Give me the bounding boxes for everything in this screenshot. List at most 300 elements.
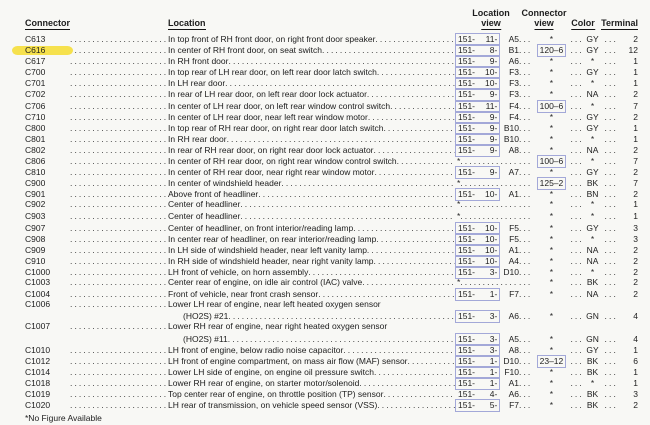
location-text: (HO2S) #21	[183, 311, 229, 322]
connector-id-label: C901	[25, 189, 46, 200]
location-cell	[168, 112, 455, 123]
figure-link[interactable]: 151- 10-	[455, 66, 500, 79]
dot-leader	[70, 78, 168, 89]
dot-leader	[605, 89, 618, 100]
connector-id	[25, 223, 70, 234]
connector-id	[25, 56, 70, 67]
connector-figure-link[interactable]: 120–6	[537, 44, 567, 57]
connector-id	[25, 101, 70, 112]
connector-view-cell: *	[549, 255, 554, 266]
connector-id-label: C900	[25, 178, 46, 189]
dot-leader	[70, 245, 168, 256]
connector-id	[25, 123, 70, 134]
figure-link[interactable]: 151- 9-	[455, 111, 500, 124]
terminal-count: 1	[633, 199, 638, 210]
connector-id-label: C701	[25, 78, 46, 89]
terminal-count: 1	[633, 366, 638, 377]
color-code: BN	[586, 189, 599, 200]
connector-id-label: C1014	[25, 366, 51, 377]
color-code: GY	[586, 167, 599, 178]
terminal-count: 1	[633, 122, 638, 133]
table-row	[25, 111, 638, 122]
dot-leader	[70, 178, 168, 189]
dot-leader	[519, 400, 532, 411]
table-row	[25, 100, 638, 111]
dot-leader	[570, 211, 580, 222]
location-text: In rear of RH rear door, on right rear door lock actuator	[168, 144, 374, 155]
dot-leader	[605, 123, 618, 134]
connector-figure-link[interactable]: 23–12	[537, 355, 567, 368]
terminal-count: 2	[633, 244, 638, 255]
connector-figure-link[interactable]: 125–2	[537, 177, 567, 190]
dot-leader	[605, 156, 618, 167]
dot-leader	[605, 211, 618, 222]
location-text: In center of RH rear door, on right rear window control switch	[168, 156, 397, 167]
table-row	[25, 33, 638, 44]
table-row	[25, 122, 638, 133]
dot-leader	[375, 34, 455, 45]
table-row	[25, 366, 638, 377]
figure-link[interactable]: 151- 10-	[455, 188, 500, 201]
dot-leader	[519, 134, 532, 145]
connector-id-label: C702	[25, 89, 46, 100]
terminal-count: 3	[633, 233, 638, 244]
location-view-cell: 151- 9- F3	[455, 88, 519, 101]
connector-id	[25, 78, 70, 89]
figure-link[interactable]: 151- 1-	[455, 288, 500, 301]
table-row	[25, 321, 638, 332]
location-view-cell: 151- 9- B10	[455, 122, 519, 135]
dot-leader	[605, 134, 618, 145]
connector-id	[25, 167, 70, 178]
dot-leader	[519, 178, 532, 189]
location-text: Above front of headliner	[168, 189, 259, 200]
connector-id	[25, 234, 70, 245]
dot-leader	[70, 101, 168, 112]
dot-leader	[605, 311, 618, 322]
dot-leader	[281, 178, 455, 189]
figure-link[interactable]: 151- 3-	[455, 333, 500, 346]
dot-leader	[240, 199, 455, 210]
connector-id	[25, 34, 70, 45]
dot-leader	[570, 367, 580, 378]
dot-leader	[519, 67, 532, 78]
dot-leader	[605, 112, 618, 123]
table-header	[25, 5, 638, 30]
dot-leader	[570, 112, 580, 123]
connector-id	[25, 178, 70, 189]
dot-leader	[519, 45, 532, 56]
dot-leader	[605, 167, 618, 178]
location-cell	[168, 167, 455, 178]
connector-id-label: C1012	[25, 355, 51, 366]
footnote: *No Figure Available	[25, 413, 102, 424]
connector-view-cell: *	[549, 78, 554, 89]
table-row	[25, 77, 638, 88]
location-cell	[168, 89, 455, 100]
color-code: NA	[586, 244, 599, 255]
dot-leader	[570, 89, 580, 100]
figure-link[interactable]: 151- 10-	[455, 222, 500, 235]
header-location: Location	[168, 18, 206, 28]
color-code: BK	[586, 400, 599, 411]
terminal-count: 1	[633, 133, 638, 144]
connector-id-label: C903	[25, 210, 46, 221]
dot-leader	[605, 45, 618, 56]
terminal-count: 1	[633, 78, 638, 89]
location-cell	[168, 199, 455, 210]
location-cell	[168, 45, 455, 56]
connector-id-label: C800	[25, 122, 46, 133]
connector-view-cell: *	[549, 122, 554, 133]
location-text: In LH side of windshield header, near left vanity lamp	[168, 244, 367, 255]
table-row	[25, 155, 638, 166]
dot-leader	[605, 34, 618, 45]
color-code: *	[590, 199, 595, 210]
dot-leader	[70, 378, 168, 389]
table-row	[25, 88, 638, 99]
connector-id-label: C1019	[25, 389, 51, 399]
dot-leader	[605, 78, 618, 89]
dot-leader	[519, 256, 532, 267]
location-text: In RH side of windshield header, near right vanity lamp	[168, 255, 374, 266]
dot-leader	[570, 56, 580, 67]
table-row	[25, 211, 638, 222]
connector-id	[25, 245, 70, 256]
dot-leader	[377, 67, 455, 78]
connector-id-label: C908	[25, 233, 46, 244]
location-cell	[168, 78, 455, 89]
figure-link[interactable]: 151- 9-	[455, 166, 500, 179]
dot-leader	[570, 311, 580, 322]
dot-leader	[570, 123, 580, 134]
terminal-count: 2	[633, 400, 638, 411]
color-code: *	[590, 133, 595, 144]
location-cell	[168, 245, 455, 256]
terminal-count: 2	[633, 144, 638, 155]
dot-leader	[605, 345, 618, 356]
connector-id	[25, 45, 70, 56]
dot-leader	[70, 356, 168, 367]
dot-leader	[374, 256, 455, 267]
table-row	[25, 277, 638, 288]
dot-leader	[228, 334, 455, 345]
terminal-count: 1	[633, 210, 638, 221]
connector-view-cell: *	[549, 289, 554, 300]
dot-leader	[605, 400, 618, 411]
dot-leader	[519, 56, 532, 67]
location-text: LH front of engine compartment, on mass air flow (MAF) sensor	[168, 355, 408, 366]
location-cell	[168, 334, 455, 345]
dot-leader	[605, 145, 618, 156]
location-text: Top center rear of engine, on throttle position (TP) sensor	[168, 389, 384, 399]
connector-view-cell: *	[549, 199, 554, 210]
dot-leader	[519, 89, 532, 100]
connector-id	[25, 145, 70, 156]
connector-view-cell: *	[549, 344, 554, 355]
dot-leader	[605, 389, 618, 400]
dot-leader	[390, 101, 455, 112]
color-code: *	[590, 210, 595, 221]
dot-leader	[70, 299, 168, 310]
figure-link[interactable]: 151- 1-	[455, 355, 500, 368]
dot-leader	[359, 378, 455, 389]
connector-view-cell: *	[549, 144, 554, 155]
figure-link[interactable]: 151- 8-	[455, 44, 500, 57]
color-code: GY	[586, 111, 599, 122]
connector-id-label: C907	[25, 222, 46, 233]
dot-leader	[322, 45, 455, 56]
connector-id-label: C801	[25, 133, 46, 144]
dot-leader	[367, 245, 455, 256]
location-cell	[168, 234, 455, 245]
dot-leader	[374, 367, 455, 378]
location-text: In top rear of LH rear door, on left rear door latch switch	[168, 67, 377, 78]
connector-id	[25, 67, 70, 78]
connector-view-cell: *	[549, 311, 554, 322]
location-text: In rear of LH rear door, on left rear door lock actuator	[168, 89, 367, 100]
terminal-count: 7	[633, 156, 638, 167]
dot-leader	[353, 223, 455, 234]
table-row	[25, 355, 638, 366]
location-cell	[168, 299, 455, 310]
figure-link[interactable]: 151- 11-	[455, 100, 500, 113]
dot-leader	[70, 367, 168, 378]
dot-leader	[570, 356, 580, 367]
location-text: In top rear of RH rear door, on right rear door latch switch	[168, 122, 384, 133]
dot-leader	[70, 211, 168, 222]
location-text: Lower RH rear of engine, near right heated oxygen sensor	[168, 321, 388, 332]
table-row	[25, 399, 638, 410]
location-text: Center of headliner	[168, 199, 241, 210]
connector-id-label: C902	[25, 199, 46, 210]
location-view-cell: 151- 10- A1	[455, 244, 519, 257]
location-cell	[168, 178, 455, 189]
table-row	[25, 288, 638, 299]
dot-leader	[570, 234, 580, 245]
location-cell	[168, 134, 455, 145]
connector-view-cell: *	[549, 67, 554, 78]
dot-leader	[605, 178, 618, 189]
connector-id-label: C910	[25, 255, 46, 266]
dot-leader	[383, 389, 455, 400]
figure-link[interactable]: 151- 9-	[455, 55, 500, 68]
terminal-count: 7	[633, 178, 638, 189]
figure-link[interactable]: 151- 1-	[455, 377, 500, 390]
dot-leader	[374, 145, 455, 156]
terminal-count: 1	[633, 56, 638, 67]
dot-leader	[605, 367, 618, 378]
connector-id-label: C1003	[25, 277, 51, 288]
figure-link[interactable]: 151- 10-	[455, 255, 500, 268]
location-view-cell: 151- 10- A4	[455, 255, 519, 268]
location-view-cell: 151- 10- F3	[455, 66, 519, 79]
table-row	[25, 299, 638, 310]
connector-view-cell: *	[549, 389, 554, 399]
dot-leader	[570, 334, 580, 345]
location-view-cell: 151- 3- A6	[455, 310, 519, 323]
color-code: BK	[586, 366, 599, 377]
connector-view-cell: *	[549, 400, 554, 411]
table-row	[25, 133, 638, 144]
dot-leader	[570, 256, 580, 267]
color-code: GY	[586, 45, 599, 56]
location-text: In center of RH front door, on seat switch	[168, 45, 323, 56]
dot-leader	[570, 145, 580, 156]
color-code: *	[590, 377, 595, 388]
location-text: LH rear of transmission, on vehicle speed sensor (VSS)	[168, 400, 378, 411]
connector-id-label: C616	[25, 45, 46, 56]
dot-leader	[519, 156, 532, 167]
connector-id-label: C1018	[25, 377, 51, 388]
location-cell	[168, 256, 455, 267]
figure-link[interactable]: 151- 10-	[455, 244, 500, 257]
color-code: GY	[586, 222, 599, 233]
table-row	[25, 244, 638, 255]
location-cell	[168, 211, 455, 222]
dot-leader	[70, 123, 168, 134]
dot-leader	[519, 345, 532, 356]
connector-id-label: C1004	[25, 289, 51, 300]
dot-leader	[70, 156, 168, 167]
location-view-cell: 151- 4- A6	[455, 388, 519, 401]
dot-leader	[70, 321, 168, 332]
dot-leader	[519, 234, 532, 245]
location-view-cell: 151- 1- D10	[455, 355, 519, 368]
dot-leader	[519, 78, 532, 89]
dot-leader	[70, 256, 168, 267]
connector-id	[25, 400, 70, 411]
location-text: In RH rear door	[168, 133, 227, 144]
location-cell	[168, 389, 455, 400]
dot-leader	[519, 367, 532, 378]
figure-link[interactable]: 151- 10-	[455, 77, 500, 90]
connector-id-label: C710	[25, 111, 46, 122]
dot-leader	[70, 112, 168, 123]
dot-leader	[570, 134, 580, 145]
table-row	[25, 255, 638, 266]
dot-leader	[605, 101, 618, 112]
connector-id-label: C1000	[25, 266, 51, 277]
terminal-count: 2	[633, 89, 638, 100]
color-code: GY	[586, 34, 599, 44]
location-cell	[168, 101, 455, 112]
dot-leader	[570, 389, 580, 400]
dot-leader	[570, 345, 580, 356]
table-body	[25, 33, 638, 410]
location-text: Lower RH rear of engine, on starter motor/solenoid	[168, 377, 360, 388]
dot-leader	[605, 245, 618, 256]
figure-link[interactable]: 151- 5-	[455, 399, 500, 412]
terminal-count: 2	[633, 167, 638, 178]
location-view-cell: 151- 1- F7	[455, 288, 519, 301]
location-view-cell: 151- 8- B1	[455, 44, 519, 57]
dot-leader	[605, 199, 618, 210]
location-cell	[168, 145, 455, 156]
location-text: (HO2S) #11	[183, 333, 228, 344]
figure-link[interactable]: 151- 9-	[455, 133, 500, 146]
dot-leader	[605, 289, 618, 300]
header-location-view	[472, 8, 510, 30]
figure-link[interactable]: 151- 9-	[455, 122, 500, 135]
figure-link[interactable]: 151- 1-	[455, 366, 500, 379]
connector-id-label: C909	[25, 244, 46, 255]
dot-leader	[362, 277, 455, 288]
location-view-cell: * .....	[455, 277, 519, 288]
connector-view-cell: *	[549, 210, 554, 221]
terminal-count: 2	[633, 111, 638, 122]
figure-link[interactable]: 151- 3-	[455, 266, 500, 279]
connector-id-label: C1020	[25, 400, 51, 411]
location-view-cell: 151- 3- A5	[455, 333, 519, 346]
header-connector: Connector	[25, 18, 70, 28]
figure-link[interactable]: 151- 9-	[455, 88, 500, 101]
dot-leader	[605, 356, 618, 367]
table-row	[25, 266, 638, 277]
location-cell	[168, 345, 455, 356]
connector-id	[25, 277, 70, 288]
connector-figure-link[interactable]: 100–6	[537, 155, 567, 168]
color-code: NA	[586, 255, 599, 266]
terminal-count: 4	[633, 311, 638, 322]
location-view-cell: 151- 9- A6	[455, 55, 519, 68]
dot-leader	[368, 112, 455, 123]
dot-leader	[519, 34, 532, 45]
connector-id	[25, 299, 70, 310]
figure-link[interactable]: 151- 10-	[455, 233, 500, 246]
dot-leader	[519, 389, 532, 400]
figure-link[interactable]: 151- 3-	[455, 310, 500, 323]
dot-leader	[397, 156, 455, 167]
header-location-view-line2: view	[481, 18, 501, 28]
dot-leader	[519, 123, 532, 134]
dot-leader	[570, 78, 580, 89]
color-code: BK	[586, 178, 599, 189]
dot-leader	[605, 67, 618, 78]
dot-leader	[70, 34, 168, 45]
location-cell	[168, 223, 455, 234]
dot-leader	[383, 123, 455, 134]
terminal-count: 2	[633, 189, 638, 200]
dot-leader	[570, 167, 580, 178]
location-text: In center rear of headliner, on rear interior/reading lamp	[168, 233, 377, 244]
dot-leader	[605, 334, 618, 345]
dot-leader	[70, 277, 168, 288]
table-row	[25, 222, 638, 233]
terminal-count: 2	[633, 34, 638, 44]
table-row	[25, 333, 638, 344]
connector-id	[25, 378, 70, 389]
dot-leader	[570, 223, 580, 234]
location-cell	[168, 356, 455, 367]
connector-view-cell: *	[549, 233, 554, 244]
location-view-cell: 151- 9- B10	[455, 133, 519, 146]
dot-leader	[519, 211, 532, 222]
dot-leader	[605, 277, 618, 288]
figure-link[interactable]: 151- 9-	[455, 144, 500, 157]
connector-view-cell: *	[549, 366, 554, 377]
location-view-cell: 151- 9- F4	[455, 111, 519, 124]
dot-leader	[70, 199, 168, 210]
terminal-count: 3	[633, 389, 638, 399]
figure-link[interactable]: 151- 3-	[455, 344, 500, 357]
figure-link[interactable]: 151- 11-	[455, 33, 500, 46]
dot-leader	[70, 134, 168, 145]
connector-figure-link[interactable]: 100–6	[537, 100, 567, 113]
location-text: In RH front door	[168, 56, 229, 67]
terminal-count: 3	[633, 222, 638, 233]
table-row	[25, 188, 638, 199]
